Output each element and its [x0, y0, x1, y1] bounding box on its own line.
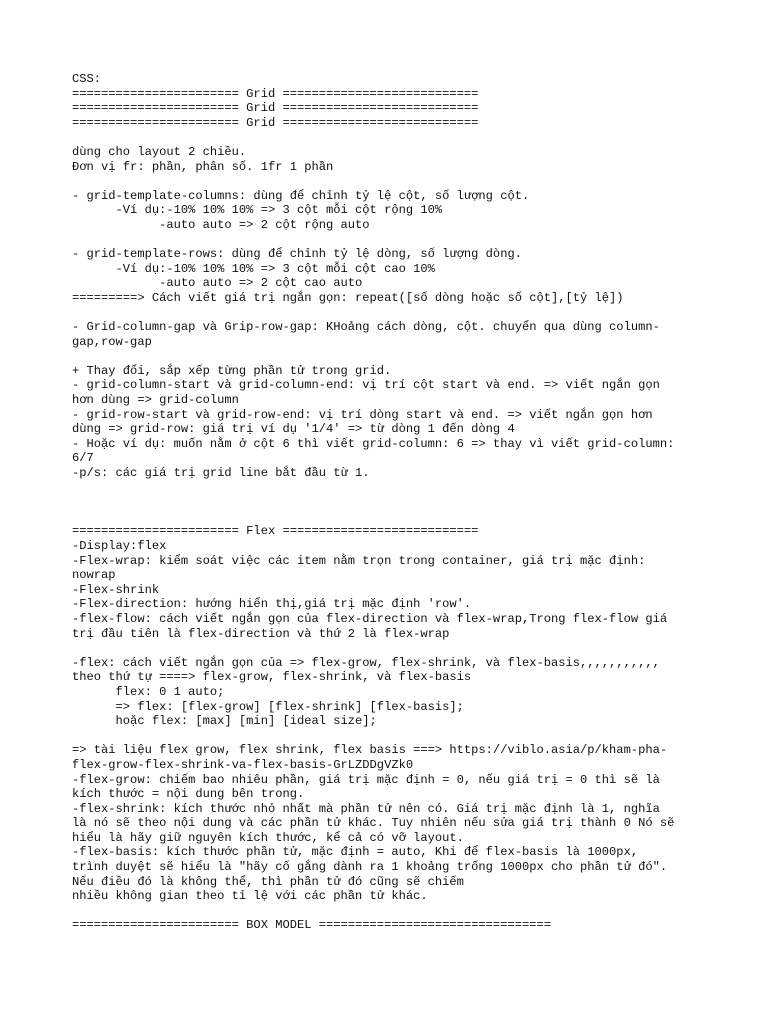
text-line: hơn dùng => grid-column [72, 393, 239, 408]
blank-line [72, 481, 712, 496]
blank-line [72, 233, 712, 248]
text-line: dùng cho layout 2 chiều. [72, 144, 247, 159]
text-line: -Flex-wrap: kiểm soát việc các item nằm trọn trong container, giá trị mặc định: [72, 553, 646, 568]
document-body [72, 72, 712, 933]
text-line: ======================= Grid =========================== [72, 101, 479, 116]
blank-line [72, 130, 712, 145]
text-line: flex: 0 1 auto; [72, 684, 225, 699]
text-line: -Ví dụ:-10% 10% 10% => 3 cột mỗi cột cao 10% [72, 261, 435, 276]
text-line: - grid-template-rows: dùng để chỉnh tỷ lệ dòng, số lượng dòng. [72, 247, 522, 262]
text-line: - grid-row-start và grid-row-end: vị trí dòng start và end. => viết ngắn gọn hơn [72, 407, 653, 422]
text-line: -flex-basis: kích thước phần tử, mặc định = auto, Khi để flex-basis là 1000px, [72, 845, 639, 860]
text-line: - grid-template-columns: dùng để chỉnh tỷ lệ cột, số lượng cột. [72, 188, 530, 203]
text-line: -flex-flow: cách viết ngắn gọn của flex-direction và flex-wrap,Trong flex-flow giá [72, 611, 668, 626]
text-line: -Ví dụ:-10% 10% 10% => 3 cột mỗi cột rộng 10% [72, 203, 443, 218]
text-line: flex-grow-flex-shrink-va-flex-basis-GrLZDDgVZk0 [72, 757, 414, 772]
text-line: trị đầu tiên là flex-direction và thứ 2 là flex-wrap [72, 626, 450, 641]
text-line: -flex: cách viết ngắn gọn của => flex-grow, flex-shrink, và flex-basis,,,,,,,,,,, [72, 655, 660, 670]
blank-line [72, 641, 712, 656]
text-line: nhiều không gian theo tỉ lệ với các phần tử khác. [72, 889, 428, 904]
text-line: Nếu điều đó là không thể, thì phần tử đó cũng sẽ chiếm [72, 874, 464, 889]
text-line: kích thước = nội dung bên trong. [72, 787, 305, 802]
text-line: dùng => grid-row: giá trị ví dụ '1/4' => từ dòng 1 đến dòng 4 [72, 422, 515, 437]
text-line: ======================= Grid =========================== [72, 86, 479, 101]
text-line: ======================= Grid =========================== [72, 115, 479, 130]
text-line: -Flex-shrink [72, 582, 160, 597]
text-line: CSS: [72, 72, 102, 86]
text-line: ======================= Flex =========================== [72, 524, 479, 539]
text-line: nowrap [72, 568, 116, 583]
text-line: ======================= BOX MODEL ================================ [72, 918, 551, 933]
text-line: hiểu là hãy giữ nguyên kích thước, kể cả có vỡ layout. [72, 830, 464, 845]
blank-line [72, 495, 712, 510]
text-line: -Display:flex [72, 539, 167, 553]
blank-line [72, 306, 712, 321]
text-line: 6/7 [72, 451, 94, 466]
text-line: - Grid-column-gap và Grip-row-gap: KHoảng cách dòng, cột. chuyển qua dùng column- [72, 320, 660, 335]
text-line: theo thứ tự ====> flex-grow, flex-shrink, và flex-basis [72, 670, 472, 685]
text-line: Đơn vị fr: phần, phân số. 1fr 1 phần [72, 159, 334, 174]
text-line: -auto auto => 2 cột rộng auto [72, 217, 370, 232]
blank-line [72, 729, 712, 744]
text-line: + Thay đổi, sắp xếp từng phần tử trong grid. [72, 363, 392, 378]
text-line: =========> Cách viết giá trị ngắn gọn: repeat([số dòng hoặc số cột],[tỷ lệ]) [72, 290, 624, 305]
text-line: - Hoặc ví dụ: muốn nằm ở cột 6 thì viết grid-column: 6 => thay vì viết grid-column: [72, 436, 675, 451]
text-line: => flex: [flex-grow] [flex-shrink] [flex-basis]; [72, 699, 464, 714]
text-line: là nó sẽ theo nội dung và các phần tử khác. Tuy nhiên nếu sửa giá trị thành 0 Nó sẽ [72, 816, 675, 831]
text-line: hoặc flex: [max] [min] [ideal size]; [72, 714, 377, 729]
blank-line [72, 510, 712, 525]
document-page [72, 72, 712, 933]
text-line: => tài liệu flex grow, flex shrink, flex basis ===> https://viblo.asia/p/kham-pha- [72, 743, 668, 758]
text-line: -auto auto => 2 cột cao auto [72, 276, 363, 291]
text-line: -p/s: các giá trị grid line bắt đầu từ 1. [72, 466, 370, 481]
blank-line [72, 904, 712, 919]
text-line: trình duyệt sẽ hiểu là "hãy cố gắng dành ra 1 khoảng trống 1000px cho phần tử đó". [72, 860, 668, 875]
blank-line [72, 174, 712, 189]
text-line: -flex-shrink: kích thước nhỏ nhất mà phần tử nên có. Giá trị mặc định là 1, nghĩa [72, 801, 660, 816]
text-line: -Flex-direction: hướng hiển thị,giá trị mặc định 'row'. [72, 597, 472, 612]
text-line: gap,row-gap [72, 334, 152, 349]
text-line: - grid-column-start và grid-column-end: vị trí cột start và end. => viết ngắn gọn [72, 378, 660, 393]
blank-line [72, 349, 712, 364]
text-line: -flex-grow: chiếm bao nhiêu phần, giá trị mặc định = 0, nếu giá trị = 0 thì sẽ là [72, 772, 660, 787]
